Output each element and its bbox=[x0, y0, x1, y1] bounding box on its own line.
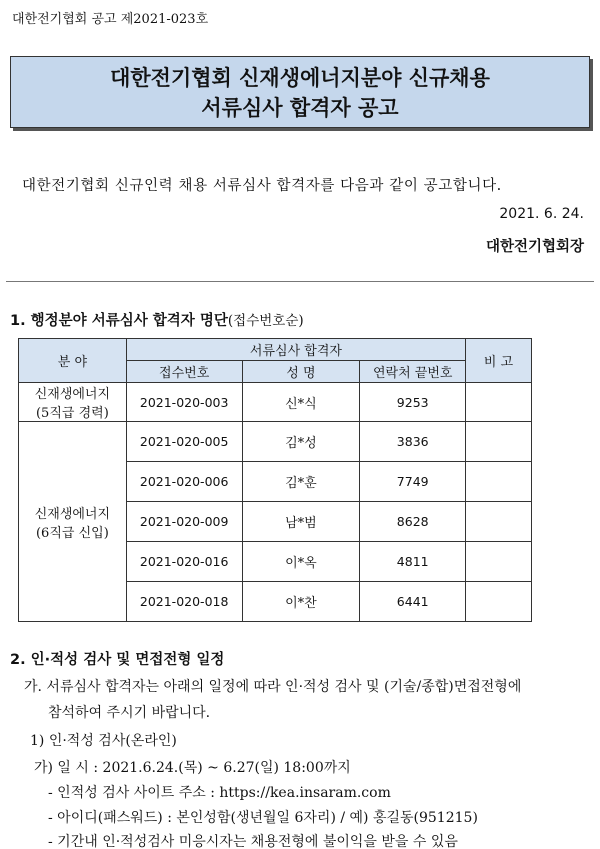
header-phone: 연락처 끝번호 bbox=[360, 361, 466, 383]
field-line-2: (6직급 신입) bbox=[35, 525, 109, 541]
note-cell bbox=[466, 462, 532, 502]
note-cell bbox=[466, 422, 532, 462]
receipt-no: 2021-020-003 bbox=[126, 383, 242, 422]
sub-item-1: 1) 인·적성 검사(온라인) bbox=[30, 733, 177, 749]
table-row bbox=[19, 422, 532, 462]
receipt-no: 2021-020-018 bbox=[126, 582, 242, 622]
title-line-1: 대한전기협회 신재생에너지분야 신규채용 bbox=[110, 66, 490, 90]
header-note: 비 고 bbox=[466, 339, 532, 383]
section1-heading-note: (접수번호순) bbox=[227, 313, 304, 329]
header-name: 성 명 bbox=[242, 361, 360, 383]
field-cell bbox=[19, 422, 127, 622]
field-line-2: (5직급 경력) bbox=[35, 406, 109, 421]
applicant-name: 김*훈 bbox=[242, 462, 360, 502]
phone-suffix: 9253 bbox=[360, 383, 466, 422]
divider bbox=[6, 281, 594, 282]
note-cell bbox=[466, 542, 532, 582]
bullet-site: - 인적성 검사 사이트 주소 : https://kea.insaram.com bbox=[48, 785, 391, 801]
intro-text: 대한전기협회 신규인력 채용 서류심사 합격자를 다음과 같이 공고합니다. bbox=[22, 178, 502, 194]
applicant-name: 이*찬 bbox=[242, 582, 360, 622]
section1-heading bbox=[10, 309, 304, 330]
issuer: 대한전기협회장 bbox=[485, 239, 584, 255]
notice-number: 대한전기협회 공고 제2021-023호 bbox=[12, 12, 209, 27]
phone-suffix: 3836 bbox=[360, 422, 466, 462]
applicant-name: 김*성 bbox=[242, 422, 360, 462]
notice-date: 2021. 6. 24. bbox=[499, 206, 584, 222]
header-field: 분 야 bbox=[19, 339, 127, 383]
field-cell bbox=[19, 383, 127, 422]
title-box bbox=[10, 56, 590, 128]
section1-heading-text: 1. 행정분야 서류심사 합격자 명단 bbox=[10, 313, 228, 329]
section2-heading: 2. 인·적성 검사 및 면접전형 일정 bbox=[10, 652, 225, 668]
bullet-id: - 아이디(패스워드) : 본인성함(생년월일 6자리) / 예) 홍길동(951215) bbox=[48, 810, 478, 826]
bullet-warning: - 기간내 인·적성검사 미응시자는 채용전형에 불이익을 받을 수 있음 bbox=[48, 834, 458, 849]
note-cell bbox=[466, 383, 532, 422]
receipt-no: 2021-020-016 bbox=[126, 542, 242, 582]
header-receipt-no: 접수번호 bbox=[126, 361, 242, 383]
applicant-name: 신*식 bbox=[242, 383, 360, 422]
item-ga-line-2: 참석하여 주시기 바랍니다. bbox=[48, 705, 211, 721]
receipt-no: 2021-020-006 bbox=[126, 462, 242, 502]
phone-suffix: 8628 bbox=[360, 502, 466, 542]
receipt-no: 2021-020-005 bbox=[126, 422, 242, 462]
applicant-name: 이*옥 bbox=[242, 542, 360, 582]
result-table bbox=[18, 338, 532, 622]
header-group: 서류심사 합격자 bbox=[126, 339, 465, 361]
applicant-name: 남*범 bbox=[242, 502, 360, 542]
receipt-no: 2021-020-009 bbox=[126, 502, 242, 542]
table-row bbox=[19, 383, 532, 422]
item-ga-line-1: 가. 서류심사 합격자는 아래의 일정에 따라 인·적성 검사 및 (기술/종합)면접전형에 bbox=[24, 679, 522, 695]
note-cell bbox=[466, 582, 532, 622]
phone-suffix: 6441 bbox=[360, 582, 466, 622]
phone-suffix: 4811 bbox=[360, 542, 466, 582]
title-line-2: 서류심사 합격자 공고 bbox=[201, 96, 399, 120]
field-line-1: 신재생에너지 bbox=[34, 506, 111, 522]
note-cell bbox=[466, 502, 532, 542]
field-line-1: 신재생에너지 bbox=[34, 387, 111, 402]
phone-suffix: 7749 bbox=[360, 462, 466, 502]
sub-item-1-ga: 가) 일 시 : 2021.6.24.(목) ~ 6.27(일) 18:00까지 bbox=[34, 760, 351, 776]
